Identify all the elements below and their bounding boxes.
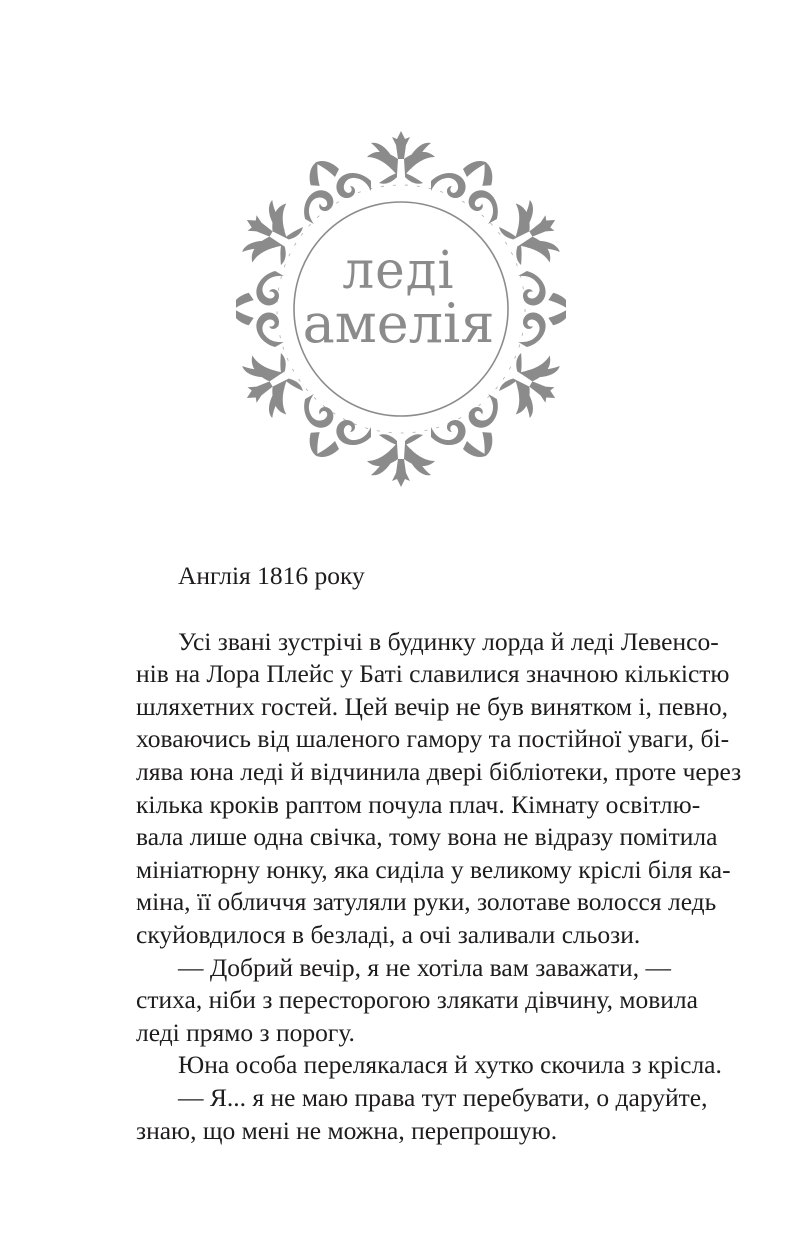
chapter-title-line-2: амелія xyxy=(302,292,495,355)
text-line: ховаючись від шаленого гамору та постійної уваги, бі- xyxy=(136,724,730,754)
text-line: — Я... я не маю права тут перебувати, о даруйте, xyxy=(178,1082,708,1112)
text-line: стиха, ніби з пересторогою злякати дівчину, мовила xyxy=(136,985,698,1015)
paragraph xyxy=(136,1082,708,1147)
text-line: Усі звані зустрічі в будинку лорда й леді Левенсо- xyxy=(178,626,719,656)
paragraph xyxy=(136,626,742,952)
text-line: скуйовдилося в безладі, а очі заливали сльози. xyxy=(136,919,641,949)
text-line: нів на Лора Плейс у Баті славилися значною кількістю xyxy=(136,659,730,689)
text-line: лява юна леді й відчинила двері бібліотеки, проте через xyxy=(136,756,742,786)
text-line: кілька кроків раптом почула плач. Кімнату освітлю- xyxy=(136,789,701,819)
text-line: міна, її обличчя затуляли руки, золотаве волосся ледь xyxy=(136,887,717,917)
body-text xyxy=(136,560,742,1147)
text-line: знаю, що мені не можна, перепрошую. xyxy=(136,1115,558,1145)
setting-line: Англія 1816 року xyxy=(178,561,365,590)
text-line: шляхетних гостей. Цей вечір не був винятком і, певно, xyxy=(136,691,729,721)
text-line: леді прямо з порогу. xyxy=(136,1017,355,1047)
text-line: вала лише одна свічка, тому вона не відразу помітила xyxy=(136,822,718,852)
chapter-title-line-1: леді xyxy=(342,239,455,301)
text-line: — Добрий вечір, я не хотіла вам заважати, — xyxy=(178,952,671,982)
paragraph xyxy=(136,952,698,1050)
paragraph xyxy=(136,1049,722,1082)
text-line: Юна особа перелякалася й хутко скочила з крісла. xyxy=(178,1050,722,1080)
text-line: мініатюрну юнку, яка сиділа у великому кріслі біля ка- xyxy=(136,854,731,884)
